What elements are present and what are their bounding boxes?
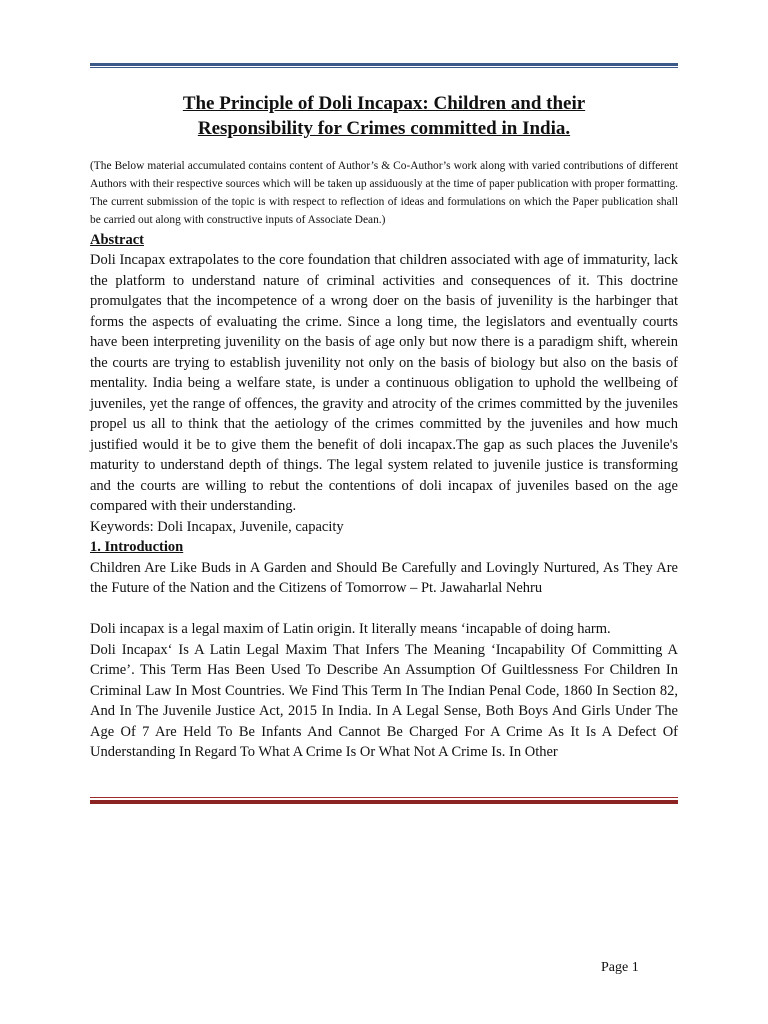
page-number: Page 1 [601,960,639,975]
abstract-text: Doli Incapax extrapolates to the core foundation that children associated with age of immaturity, lack the platform to understand nature of criminal activities and consequences of it. This doctrine promulgates that the incompetence of a wrong doer on the basis of juvenility is the harbinger that forms the aspects of evaluating the crime. Since a long time, the legislators and eventually courts have been interpreting juvenility on the basis of age only but now there is a paradigm shift, wherein the courts are trying to establish juvenility not only on the basis of biology but also on the basis of mentality. India being a welfare state, is under a continuous obligation to uphold the wellbeing of juveniles, yet the range of offences, the gravity and atrocity of the crimes committed by the juveniles propel us all to think that the aetiology of the crimes committed by the juveniles and how much justified would it be to give them the benefit of doli incapax.The gap as such places the Juvenile's maturity to understand depth of things. The legal system related to juvenile justice is transforming and the courts are willing to rebut the contentions of doli incapax of juveniles based on the age compared with their understanding. [90,252,678,515]
keywords: Keywords: Doli Incapax, Juvenile, capacity [90,518,344,535]
nehru-quote: Children Are Like Buds in A Garden and Should Be Carefully and Lovingly Nurtured, As They Are the Future of the Nation and the Citizens of Tomorrow – Pt. Jawaharlal Nehru [90,559,678,597]
title-line-1: The Principle of Doli Incapax: Children and their [182,93,586,114]
title-line-2: Responsibility for Crimes committed in India. [197,118,571,139]
author-note: (The Below material accumulated contains content of Author’s & Co-Author’s work along with varied contributions of different Authors with their respective sources which will be taken up assiduously at the time of paper publication with proper formatting. The current submission of the topic is with respect to reflection of ideas and formulations on which the Paper publication shall be carried out along with constructive inputs of Associate Dean.) [90,160,678,226]
abstract-heading: Abstract [90,231,144,248]
intro-line: Doli incapax is a legal maxim of Latin origin. It literally means ‘incapable of doing harm. [90,621,611,638]
document-title [90,91,678,141]
page-content [90,91,678,763]
introduction-heading: 1. Introduction [90,539,184,556]
footer-rule [90,797,678,805]
header-rule [90,63,678,69]
intro-text: Doli Incapax‘ Is A Latin Legal Maxim That Infers The Meaning ‘Incapability Of Committing A Crime’. This Term Has Been Used To Describe An Assumption Of Guiltlessness For Children In Criminal Law In Most Countries. We Find This Term In The Indian Penal Code, 1860 In Section 82, And In The Juvenile Justice Act, 2015 In India. In A Legal Sense, Both Boys And Girls Under The Age Of 7 Are Held To Be Infants And Cannot Be Charged For A Crime As It Is A Defect Of Understanding In Regard To What A Crime Is Or What Not A Crime Is. In Other [90,641,678,761]
